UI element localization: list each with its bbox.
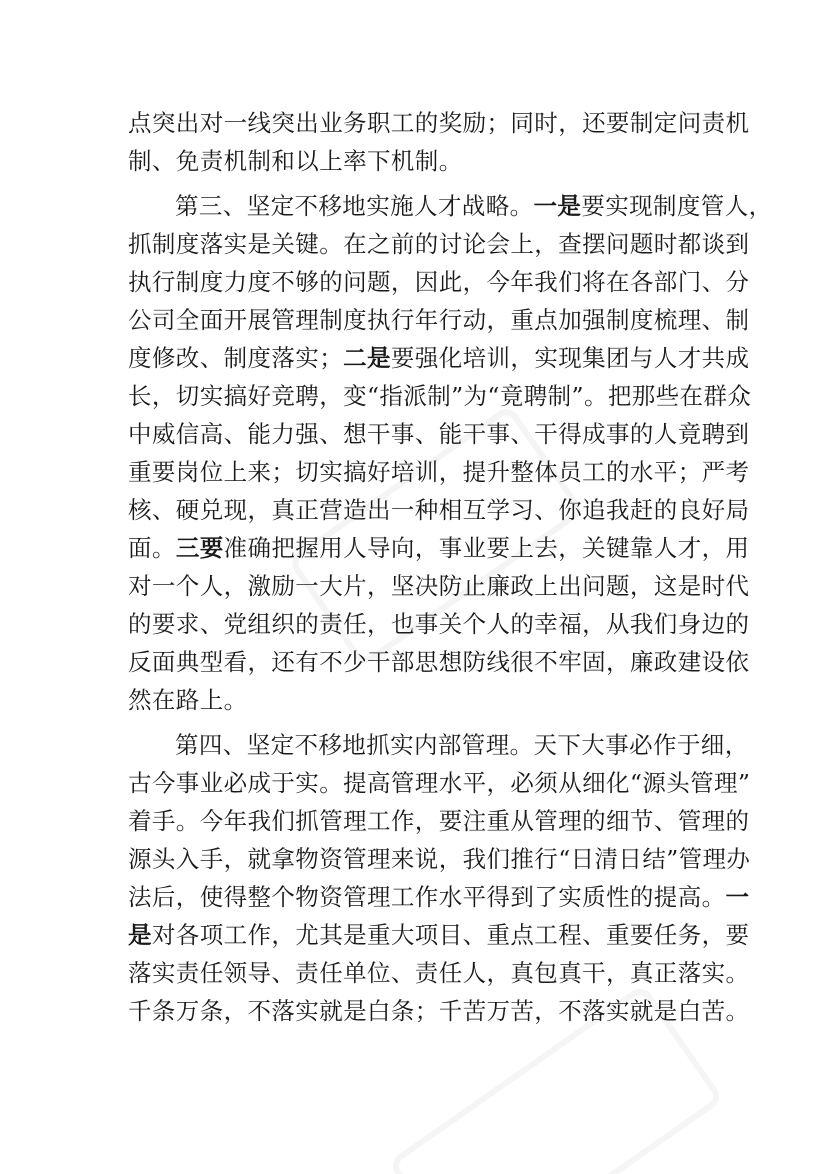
bold-keyword: 二是 (343, 344, 391, 372)
text-line (128, 840, 751, 878)
text-span: 重要岗位上来；切实搞好培训，提升整体员工的水平；严考 (128, 458, 750, 486)
text-line (128, 681, 710, 719)
text-line (128, 605, 750, 643)
text-line (128, 104, 750, 142)
text-span: 准确把握用人导向，事业要上去，关键靠人才，用 (223, 534, 750, 562)
text-span: 着手。今年我们抓管理工作，要注重从管理的细节、管理的 (128, 807, 750, 835)
bold-keyword: 一是 (533, 192, 582, 220)
text-line (128, 142, 710, 180)
bold-keyword: 一 (725, 883, 750, 911)
text-span: 然在路上。 (128, 686, 248, 714)
text-line (128, 263, 750, 301)
text-span: 要实现制度管人， (581, 192, 773, 220)
text-line (128, 992, 750, 1030)
text-line (128, 453, 750, 491)
paragraph-heading-line (128, 187, 773, 225)
text-span: 的要求、党组织的责任，也事关个人的幸福，从我们身边的 (128, 610, 750, 638)
text-span: 对各项工作，尤其是重大项目、重点工程、重要任务，要 (151, 921, 750, 949)
text-span: 面。 (128, 534, 176, 562)
bold-keyword: 是 (128, 921, 152, 949)
body-text (128, 104, 773, 1030)
text-span: 中威信高、能力强、想干事、能干事、干得成事的人竟聘到 (128, 420, 750, 448)
text-line (128, 529, 750, 567)
text-line (128, 225, 750, 263)
text-line (128, 643, 750, 681)
text-line (128, 764, 751, 802)
text-span: 反面典型看，还有不少干部思想防线很不牢固，廉政建设依 (128, 648, 750, 676)
text-line (128, 339, 750, 377)
text-span: 执行制度力度不够的问题，因此，今年我们将在各部门、分 (128, 268, 750, 296)
text-line (128, 567, 750, 605)
text-line (128, 415, 750, 453)
text-span: 抓制度落实是关键。在之前的讨论会上，查摆问题时都谈到 (128, 230, 750, 258)
bold-keyword: 三要 (175, 534, 224, 562)
text-line (128, 301, 750, 339)
section-title: 第三、坚定不移地实施人才战略。 (175, 192, 534, 220)
text-line (128, 878, 750, 916)
text-span: 对一个人，激励一大片，坚决防止廉政上出问题，这是时代 (128, 572, 750, 600)
text-line (128, 491, 750, 529)
text-line (128, 916, 750, 954)
text-line (128, 954, 750, 992)
text-span: 制、免责机制和以上率下机制。 (128, 147, 463, 175)
text-span: 度修改、制度落实； (128, 344, 344, 372)
text-line (128, 802, 750, 840)
text-span: 落实责任领导、责任单位、责任人，真包真干，真正落实。 (128, 959, 750, 987)
text-span: 点突出对一线突出业务职工的奖励；同时，还要制定问责机 (128, 109, 750, 137)
text-span: 要强化培训，实现集团与人才共成 (390, 344, 750, 372)
text-span: 源头入手，就拿物资管理来说，我们推行“日清日结”管理办 (128, 845, 751, 873)
paragraph-heading-line (128, 726, 749, 764)
text-span: 法后，使得整个物资管理工作水平得到了实质性的提高。 (128, 883, 726, 911)
text-span: 长，切实搞好竞聘，变“指派制”为“竟聘制”。把那些在群众 (128, 382, 752, 410)
text-span: 公司全面开展管理制度执行年行动，重点加强制度梳理、制 (128, 306, 750, 334)
text-line (128, 377, 752, 415)
text-span: 千条万条，不落实就是白条；千苦万苦，不落实就是白苦。 (128, 997, 750, 1025)
text-span: 古今事业必成于实。提高管理水平，必须从细化“源头管理” (128, 769, 751, 797)
section-title: 第四、坚定不移地抓实内部管理。天下大事必作于细， (175, 731, 749, 759)
text-span: 核、硬兑现，真正营造出一种相互学习、你追我赶的良好局 (128, 496, 750, 524)
